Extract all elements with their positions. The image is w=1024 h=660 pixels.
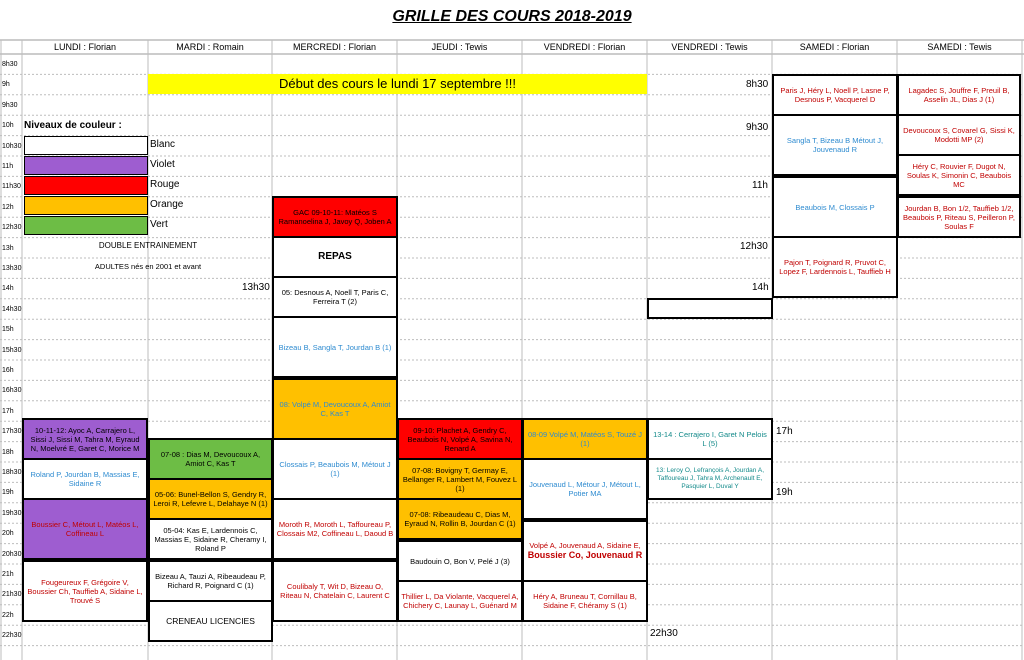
jeudi-slot-5: Thillier L, Da Violante, Vacquerel A, Chichery C, Launay L, Guénard M bbox=[397, 580, 523, 622]
vendredi-tewis-slot-2: 13: Leroy O, Lefrançois A, Jourdan A, Taffoureau J, Tahra M, Archenault E, Pasquier L, Duval Y bbox=[647, 458, 773, 500]
time-label: 14h30 bbox=[2, 305, 22, 313]
samedi-florian-slot-4: Pajon T, Poignard R, Pruvot C, Lopez F, Lardennois L, Tauffieb H bbox=[772, 236, 898, 298]
marker-14h: 14h bbox=[752, 282, 769, 293]
day-header: LUNDI : Florian bbox=[53, 42, 116, 52]
time-label: 21h bbox=[2, 571, 14, 578]
marker-13h30: 13h30 bbox=[242, 282, 270, 293]
time-label: 22h bbox=[2, 611, 14, 619]
vendredi-florian-slot-3-line1: Volpé A, Jouvenaud A, Sidaine E, bbox=[529, 541, 641, 551]
mercredi-slot-2: REPAS bbox=[272, 236, 398, 278]
marker-8h30: 8h30 bbox=[746, 79, 769, 90]
time-label: 13h bbox=[2, 244, 14, 252]
mercredi-slot-1: GAC 09-10-11: Matéos S Ramanoelina J, Javoy Q, Joben A bbox=[272, 196, 398, 238]
mercredi-slot-7: Moroth R, Moroth L, Taffoureau P, Clossais M2, Coffineau L, Daoud B bbox=[272, 498, 398, 560]
time-label: 11h30 bbox=[2, 183, 21, 191]
time-label: 18h30 bbox=[2, 469, 22, 476]
time-label: 22h30 bbox=[2, 632, 22, 640]
jeudi-slot-4: Baudouin O, Bon V, Pelé J (3) bbox=[397, 540, 523, 582]
time-label: 17h bbox=[2, 407, 14, 415]
time-label: 12h30 bbox=[2, 224, 22, 232]
day-header: VENDREDI : Florian bbox=[543, 42, 626, 52]
time-label: 21h30 bbox=[2, 591, 22, 599]
lundi-slot-2: Roland P, Jourdan B, Massias E, Sidaine R bbox=[22, 458, 148, 500]
jeudi-slot-1: 09-10: Plachet A, Gendry C, Beaubois N, Volpé A, Savina N, Renard A bbox=[397, 418, 523, 460]
time-label: 9h bbox=[2, 81, 10, 89]
day-header: SAMEDI : Tewis bbox=[927, 42, 992, 52]
samedi-florian-slot-3: Beaubois M, Clossais P bbox=[772, 176, 898, 238]
samedi-tewis-slot-2: Devoucoux S, Covarel G, Sissi K, Modotti MP (2) bbox=[897, 114, 1021, 156]
samedi-florian-slot-2: Sangla T, Bizeau B Métout J, Jouvenaud R bbox=[772, 114, 898, 176]
time-label: 15h30 bbox=[2, 346, 22, 354]
mardi-slot-5: CRENEAU LICENCIES bbox=[148, 600, 273, 642]
samedi-tewis-slot-3: Héry C, Rouvier F, Dugot N, Soulas K, Simonin C, Beaubois MC bbox=[897, 154, 1021, 196]
time-label: 19h bbox=[2, 489, 14, 497]
mercredi-slot-5: 08: Volpé M, Devoucoux A, Amiot C, Kas T bbox=[272, 378, 398, 440]
vendredi-florian-slot-3 bbox=[522, 520, 648, 582]
day-header: JEUDI : Tewis bbox=[431, 42, 488, 52]
mardi-slot-4: Bizeau A, Tauzi A, Ribeaudeau P, Richard R, Poignard C (1) bbox=[148, 560, 273, 602]
lundi-slot-3: Boussier C, Métout L, Matéos L, Coffineau L bbox=[22, 498, 148, 560]
legend-swatch-orange bbox=[24, 196, 148, 215]
legend-label-red: Rouge bbox=[150, 179, 180, 190]
time-label: 8h30 bbox=[2, 61, 18, 68]
legend-label-white: Blanc bbox=[150, 139, 176, 150]
page-title: GRILLE DES COURS 2018-2019 bbox=[392, 8, 632, 25]
day-header: VENDREDI : Tewis bbox=[671, 42, 748, 52]
lundi-slot-1: 10-11-12: Ayoc A, Carrajero L, Sissi J, Sissi M, Tahra M, Eyraud N, Moelvré E, Garet C, Morice M bbox=[22, 418, 148, 460]
mardi-slot-2: 05-06: Bunel-Bellon S, Gendry R, Leroi R, Lefevre L, Delahaye N (1) bbox=[148, 478, 273, 520]
mardi-slot-1: 07-08 : Dias M, Devoucoux A, Amiot C, Kas T bbox=[148, 438, 273, 480]
start-banner: Début des cours le lundi 17 septembre !!! bbox=[148, 74, 647, 94]
time-label: 13h30 bbox=[2, 265, 22, 272]
marker-11h: 11h bbox=[752, 180, 768, 191]
time-label: 12h bbox=[2, 203, 14, 211]
legend-adultes: ADULTES nés en 2001 et avant bbox=[94, 262, 202, 271]
samedi-florian-slot-1: Paris J, Héry L, Noell P, Lasne P, Desnous P, Vacquerel D bbox=[772, 74, 898, 116]
lundi-slot-4: Fougeureux F, Grégoire V, Boussier Ch, Tauffieb A, Sidaine L, Trouvé S bbox=[22, 560, 148, 622]
legend-label-violet: Violet bbox=[150, 159, 175, 170]
time-label: 11h bbox=[2, 163, 14, 170]
legend-swatch-red bbox=[24, 176, 148, 195]
time-label: 15h bbox=[2, 326, 14, 334]
legend-title: Niveaux de couleur : bbox=[24, 120, 122, 131]
time-label: 14h bbox=[2, 285, 14, 293]
legend-swatch-green bbox=[24, 216, 148, 235]
time-label: 18h bbox=[2, 448, 14, 456]
mercredi-slot-8: Coulibaly T, Wit D, Bizeau O, Riteau N, Chatelain C, Laurent C bbox=[272, 560, 398, 622]
marker-22h30: 22h30 bbox=[650, 628, 678, 639]
day-header: SAMEDI : Florian bbox=[799, 42, 870, 52]
vendredi-florian-slot-4: Héry A, Bruneau T, Cornillau B, Sidaine F, Chéramy S (1) bbox=[522, 580, 648, 622]
legend-swatch-white bbox=[24, 136, 148, 155]
time-label: 10h bbox=[2, 122, 14, 130]
day-header: MERCREDI : Florian bbox=[292, 42, 376, 52]
time-label: 9h30 bbox=[2, 101, 18, 109]
mardi-slot-3: 05-04: Kas E, Lardennois C, Massias E, Sidaine R, Cheramy I, Roland P bbox=[148, 518, 273, 560]
time-label: 16h bbox=[2, 367, 14, 374]
legend-label-orange: Orange bbox=[150, 199, 184, 210]
time-label: 20h bbox=[2, 530, 14, 538]
day-header: MARDI : Romain bbox=[176, 42, 244, 52]
legend-double: DOUBLE ENTRAINEMENT bbox=[98, 241, 198, 250]
mercredi-slot-4: Bizeau B, Sangla T, Jourdan B (1) bbox=[272, 316, 398, 378]
mercredi-slot-3: 05: Desnous A, Noell T, Paris C, Ferreira T (2) bbox=[272, 276, 398, 318]
vendredi-florian-slot-1: 08-09 Volpé M, Matéos S, Touzé J (1) bbox=[522, 418, 648, 460]
time-label: 19h30 bbox=[2, 509, 22, 517]
jeudi-slot-3: 07-08: Ribeaudeau C, Dias M, Eyraud N, Rollin B, Jourdan C (1) bbox=[397, 498, 523, 540]
legend-label-green: Vert bbox=[150, 219, 168, 230]
vendredi-florian-slot-2: Jouvenaud L, Métour J, Métout L, Potier MA bbox=[522, 458, 648, 520]
vendredi-tewis-slot-1: 13-14 : Cerrajero I, Garet N Pelois L (5) bbox=[647, 418, 773, 460]
marker-9h30: 9h30 bbox=[746, 122, 769, 133]
time-label: 17h30 bbox=[2, 428, 22, 436]
selected-cell[interactable] bbox=[647, 298, 773, 319]
jeudi-slot-2: 07-08: Bovigny T, Germay E, Bellanger R, Lambert M, Fouvez L (1) bbox=[397, 458, 523, 500]
legend-swatch-violet bbox=[24, 156, 148, 175]
time-label: 10h30 bbox=[2, 142, 22, 150]
time-label: 16h30 bbox=[2, 387, 22, 395]
vendredi-florian-slot-3-line2: Boussier Co, Jouvenaud R bbox=[527, 550, 643, 561]
samedi-tewis-slot-4: Jourdan B, Bon 1/2, Tauffieb 1/2, Beaubois P, Riteau S, Peilleron P, Soulas F bbox=[897, 196, 1021, 238]
mercredi-slot-6: Clossais P, Beaubois M, Métout J (1) bbox=[272, 438, 398, 500]
marker-17h: 17h bbox=[776, 426, 793, 437]
time-label: 20h30 bbox=[2, 550, 22, 558]
marker-12h30: 12h30 bbox=[740, 241, 768, 252]
samedi-tewis-slot-1: Lagadec S, Jouffre F, Preuil B, Asselin JL, Dias J (1) bbox=[897, 74, 1021, 116]
marker-19h: 19h bbox=[776, 487, 793, 498]
